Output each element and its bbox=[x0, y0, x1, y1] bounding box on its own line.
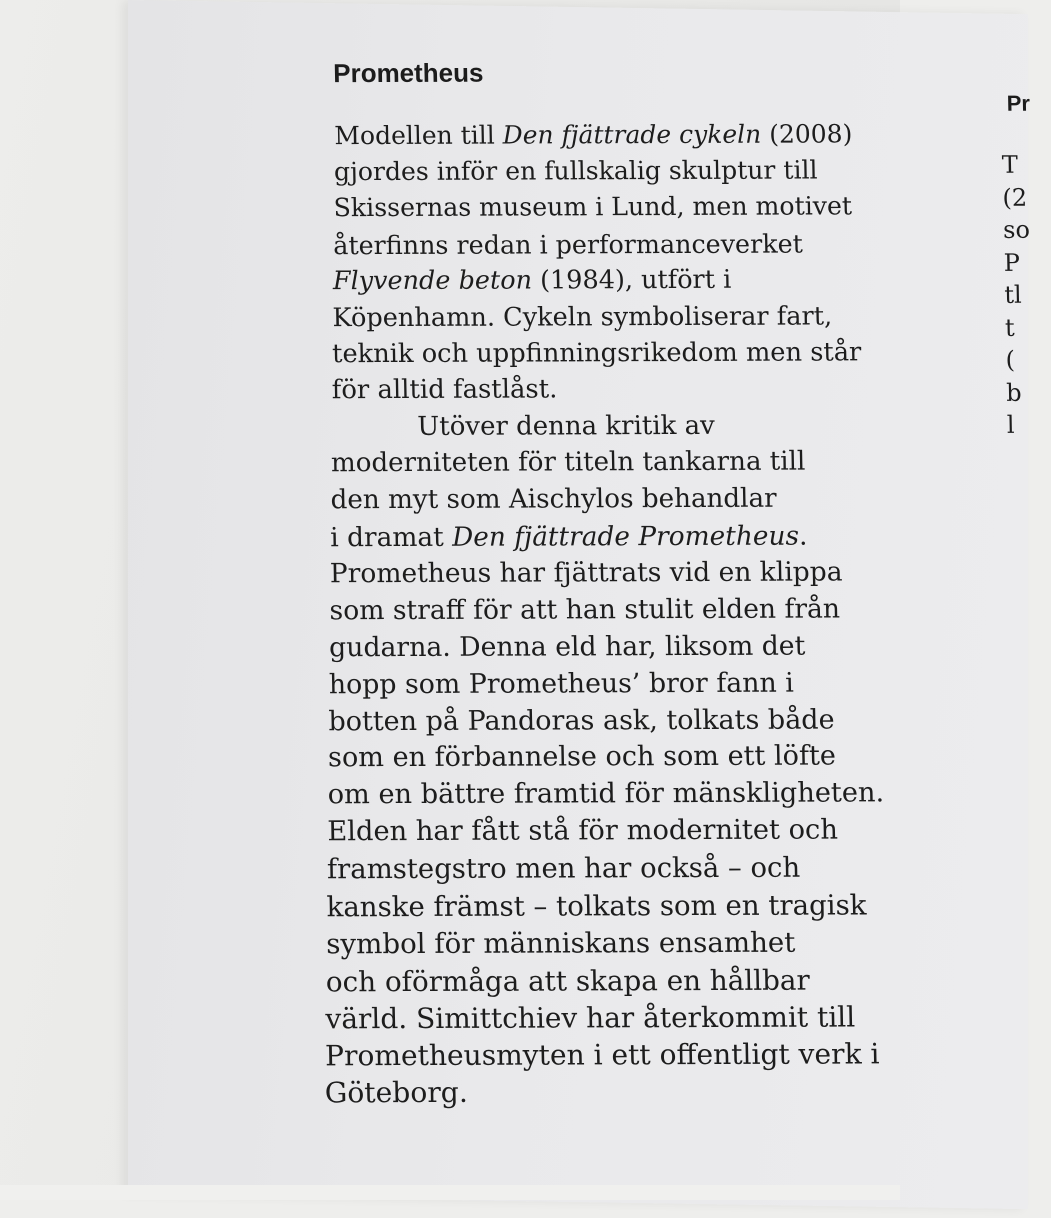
body-line bbox=[328, 741, 836, 774]
body-line bbox=[324, 1076, 468, 1110]
body-line bbox=[334, 119, 852, 150]
body-line-text: i dramat bbox=[329, 521, 453, 553]
adjacent-column-line: T bbox=[1001, 150, 1019, 179]
body-line-text: och oförmåga att skapa en hållbar bbox=[325, 963, 811, 998]
body-line-text: värld. Simittchiev har återkommit till bbox=[325, 1000, 856, 1036]
body-line bbox=[334, 156, 818, 187]
adjacent-column-line: P bbox=[1003, 248, 1021, 277]
adjacent-column-line: l bbox=[1006, 410, 1015, 439]
body-line-text: som en förbannelse och som ett löfte bbox=[327, 740, 837, 774]
body-line bbox=[333, 228, 803, 260]
body-line bbox=[331, 447, 806, 479]
body-line bbox=[326, 889, 866, 924]
body-line-text: botten på Pandoras ask, tolkats både bbox=[328, 703, 835, 737]
adjacent-column-line: (2 bbox=[1002, 183, 1028, 212]
body-line-text: Modellen till bbox=[334, 120, 503, 151]
body-line-text: för alltid fastlåst. bbox=[331, 374, 558, 406]
body-line-text: moderniteten för titeln tankarna till bbox=[330, 447, 806, 479]
body-line bbox=[330, 520, 808, 553]
body-line bbox=[325, 1037, 880, 1072]
body-line-text: Prometheusmyten i ett offentligt verk i bbox=[324, 1037, 880, 1073]
body-line-text: Köpenhamn. Cykeln symboliserar fart, bbox=[332, 300, 833, 333]
body-line-text: (1984), utfört i bbox=[531, 264, 732, 296]
body-line-text: symbol för människans ensamhet bbox=[325, 926, 796, 961]
body-line bbox=[328, 667, 794, 700]
body-line-text: framstegstro men har också – och bbox=[326, 851, 801, 886]
body-line bbox=[330, 557, 843, 590]
body-line bbox=[333, 192, 852, 223]
adjacent-column-line: so bbox=[1002, 215, 1031, 244]
adjacent-column-heading: Pr bbox=[1006, 90, 1031, 116]
body-line-text: Prometheus har fjättrats vid en klippa bbox=[329, 556, 843, 590]
body-line-text: om en bättre framtid för mänskligheten. bbox=[327, 777, 885, 811]
body-line bbox=[327, 778, 884, 811]
body-line-text: Göteborg. bbox=[324, 1076, 469, 1110]
body-line bbox=[332, 301, 832, 333]
body-line bbox=[332, 337, 862, 369]
body-line bbox=[328, 704, 835, 737]
body-line-text: Elden har fått stå för modernitet och bbox=[326, 814, 839, 848]
body-line-text: gudarna. Denna eld har, liksom det bbox=[328, 630, 806, 664]
body-line bbox=[330, 484, 777, 516]
body-line-title-italic: Den fjättrade cykeln bbox=[502, 119, 762, 150]
body-line-title-italic: Den fjättrade Prometheus bbox=[451, 520, 800, 553]
panel-content bbox=[127, 1, 1050, 1204]
body-line bbox=[417, 411, 715, 442]
body-line-text: kanske främst – tolkats som en tragisk bbox=[326, 888, 867, 924]
body-line-text: den myt som Aischylos behandlar bbox=[330, 483, 777, 516]
body-line-text: gjordes inför en fullskalig skulptur till bbox=[333, 155, 818, 187]
body-line bbox=[326, 926, 796, 961]
body-line-text: återfinns redan i performanceverket bbox=[332, 228, 804, 260]
body-line bbox=[327, 815, 838, 848]
wall-below-panel bbox=[0, 1185, 900, 1200]
panel-heading: Prometheus bbox=[332, 57, 484, 89]
panel-body-text bbox=[127, 1, 1027, 1110]
adjacent-column-line: t bbox=[1004, 313, 1015, 342]
body-line bbox=[327, 852, 801, 886]
body-line bbox=[331, 375, 557, 406]
body-line-text: hopp som Prometheus’ bror fann i bbox=[328, 667, 795, 700]
body-line-text: teknik och uppfinningsrikedom men står bbox=[331, 337, 862, 370]
body-line-text: Skissernas museum i Lund, men motivet bbox=[333, 191, 853, 223]
body-line bbox=[329, 594, 840, 627]
wall-text-panel bbox=[128, 0, 1031, 1209]
body-line-title-italic: Flyvende beton bbox=[332, 265, 533, 297]
adjacent-column-line: b bbox=[1005, 378, 1022, 407]
body-line-text: som straff för att han stulit elden från bbox=[329, 593, 841, 627]
body-line bbox=[325, 1000, 855, 1035]
body-line bbox=[326, 963, 810, 998]
adjacent-column-line: ( bbox=[1005, 345, 1016, 374]
body-line bbox=[329, 630, 806, 663]
body-line bbox=[333, 265, 732, 296]
body-line-text: . bbox=[798, 520, 808, 552]
body-line-text: (2008) bbox=[760, 119, 853, 149]
adjacent-column-line: tl bbox=[1004, 280, 1022, 309]
body-line-text: Utöver denna kritik av bbox=[417, 410, 716, 442]
